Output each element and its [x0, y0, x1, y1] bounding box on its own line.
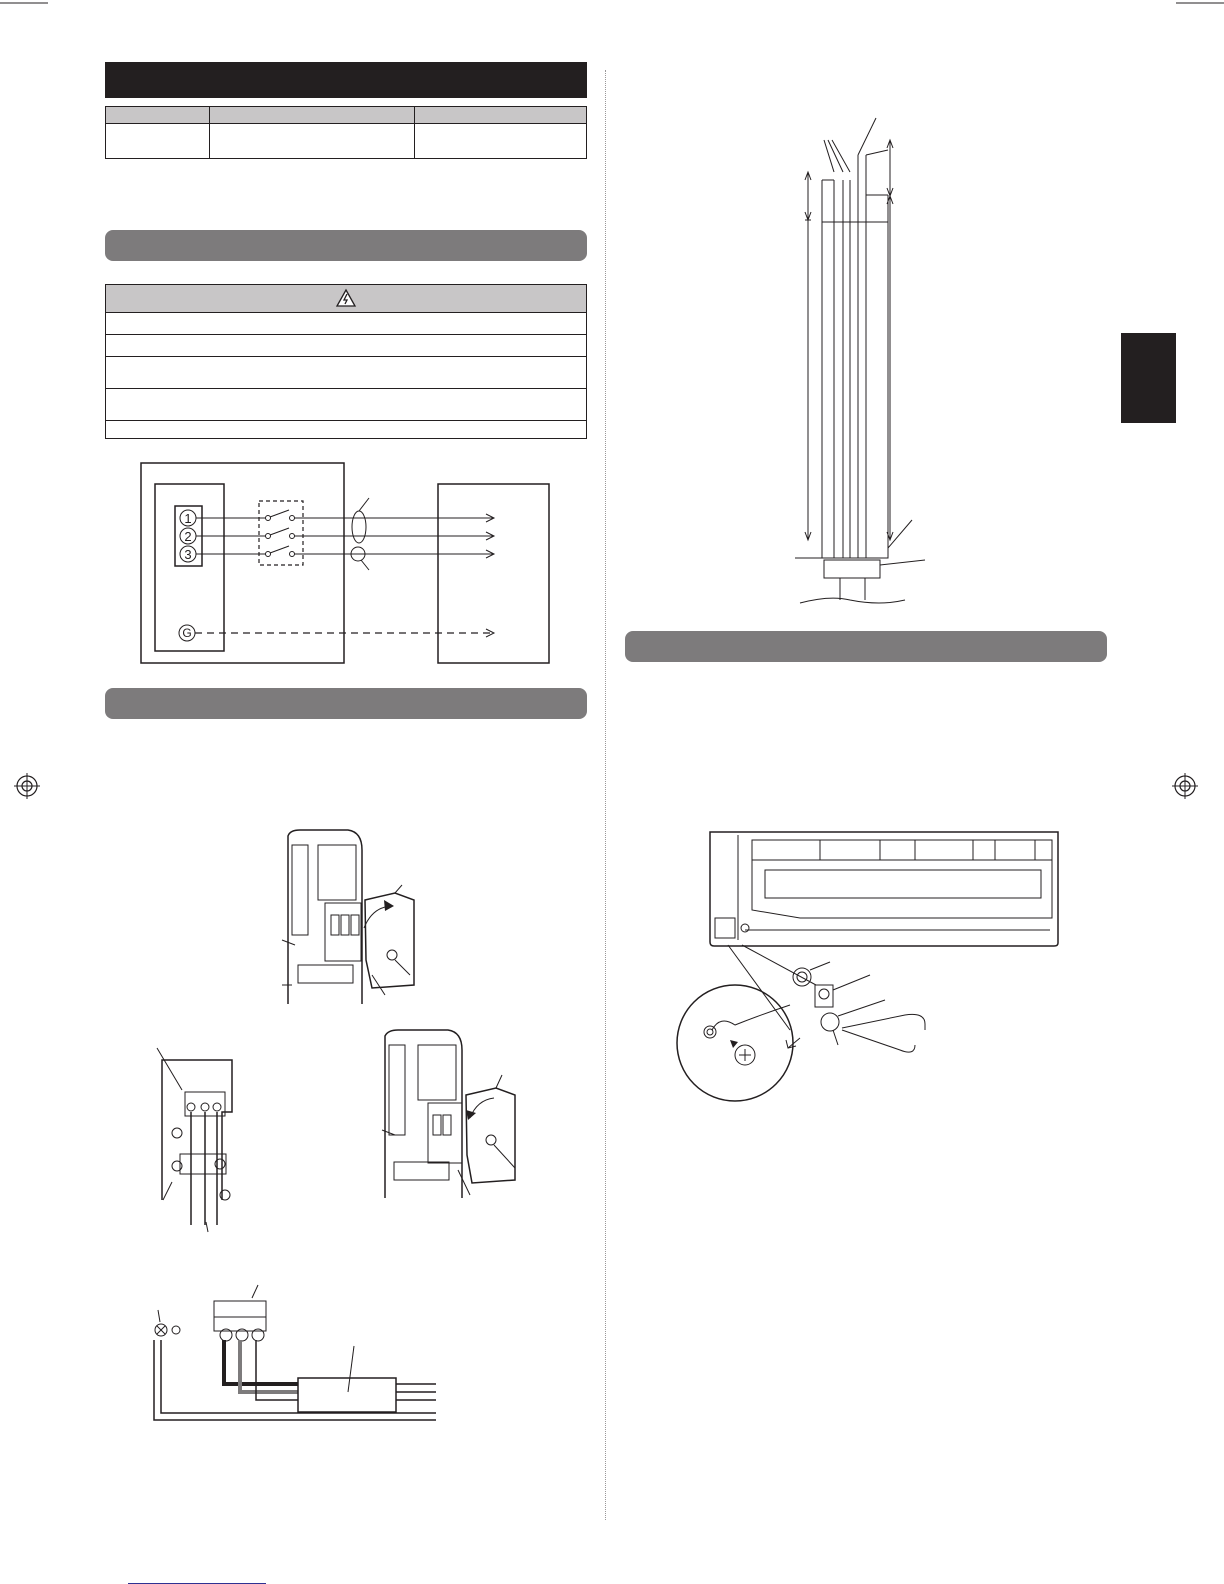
electric-shock-warning-icon [336, 289, 356, 307]
spec-table-header-1 [106, 107, 210, 124]
cable-routing-illustration [148, 1288, 448, 1428]
spec-table-cell [106, 124, 210, 159]
terminal-1-label: 1 [184, 511, 192, 526]
section-header-grey [625, 631, 1107, 662]
spec-table [105, 106, 587, 159]
crop-marks [0, 0, 1224, 20]
registration-mark-right [1172, 773, 1198, 799]
column-divider [605, 70, 606, 1520]
section-header-grey [105, 688, 587, 719]
warning-table-row [106, 389, 587, 421]
wiring-circuit-diagram [140, 462, 560, 667]
spec-table-cell [415, 124, 587, 159]
warning-table-row [106, 357, 587, 389]
spec-table-cell [210, 124, 415, 159]
spec-table-header-3 [415, 107, 587, 124]
terminal-cover-close-illustration [380, 1028, 535, 1203]
section-header-grey [105, 230, 587, 261]
terminal-2-label: 2 [184, 529, 192, 544]
section-header-dark [105, 62, 587, 98]
ground-terminal-label: G [182, 626, 192, 640]
warning-table-row [106, 335, 587, 357]
warning-table-row [106, 313, 587, 335]
spec-table-header-2 [210, 107, 415, 124]
terminal-cover-open-illustration [280, 828, 440, 1008]
terminal-closeup-illustration [155, 1045, 255, 1230]
terminal-3-label: 3 [184, 547, 192, 562]
warning-table-row [106, 421, 587, 439]
earth-screw-illustration [675, 825, 1055, 1100]
wire-stripping-diagram [795, 112, 935, 612]
warning-table [105, 284, 587, 439]
warning-table-header [106, 285, 587, 313]
registration-mark-left [14, 773, 40, 799]
side-language-tab [1121, 333, 1176, 423]
